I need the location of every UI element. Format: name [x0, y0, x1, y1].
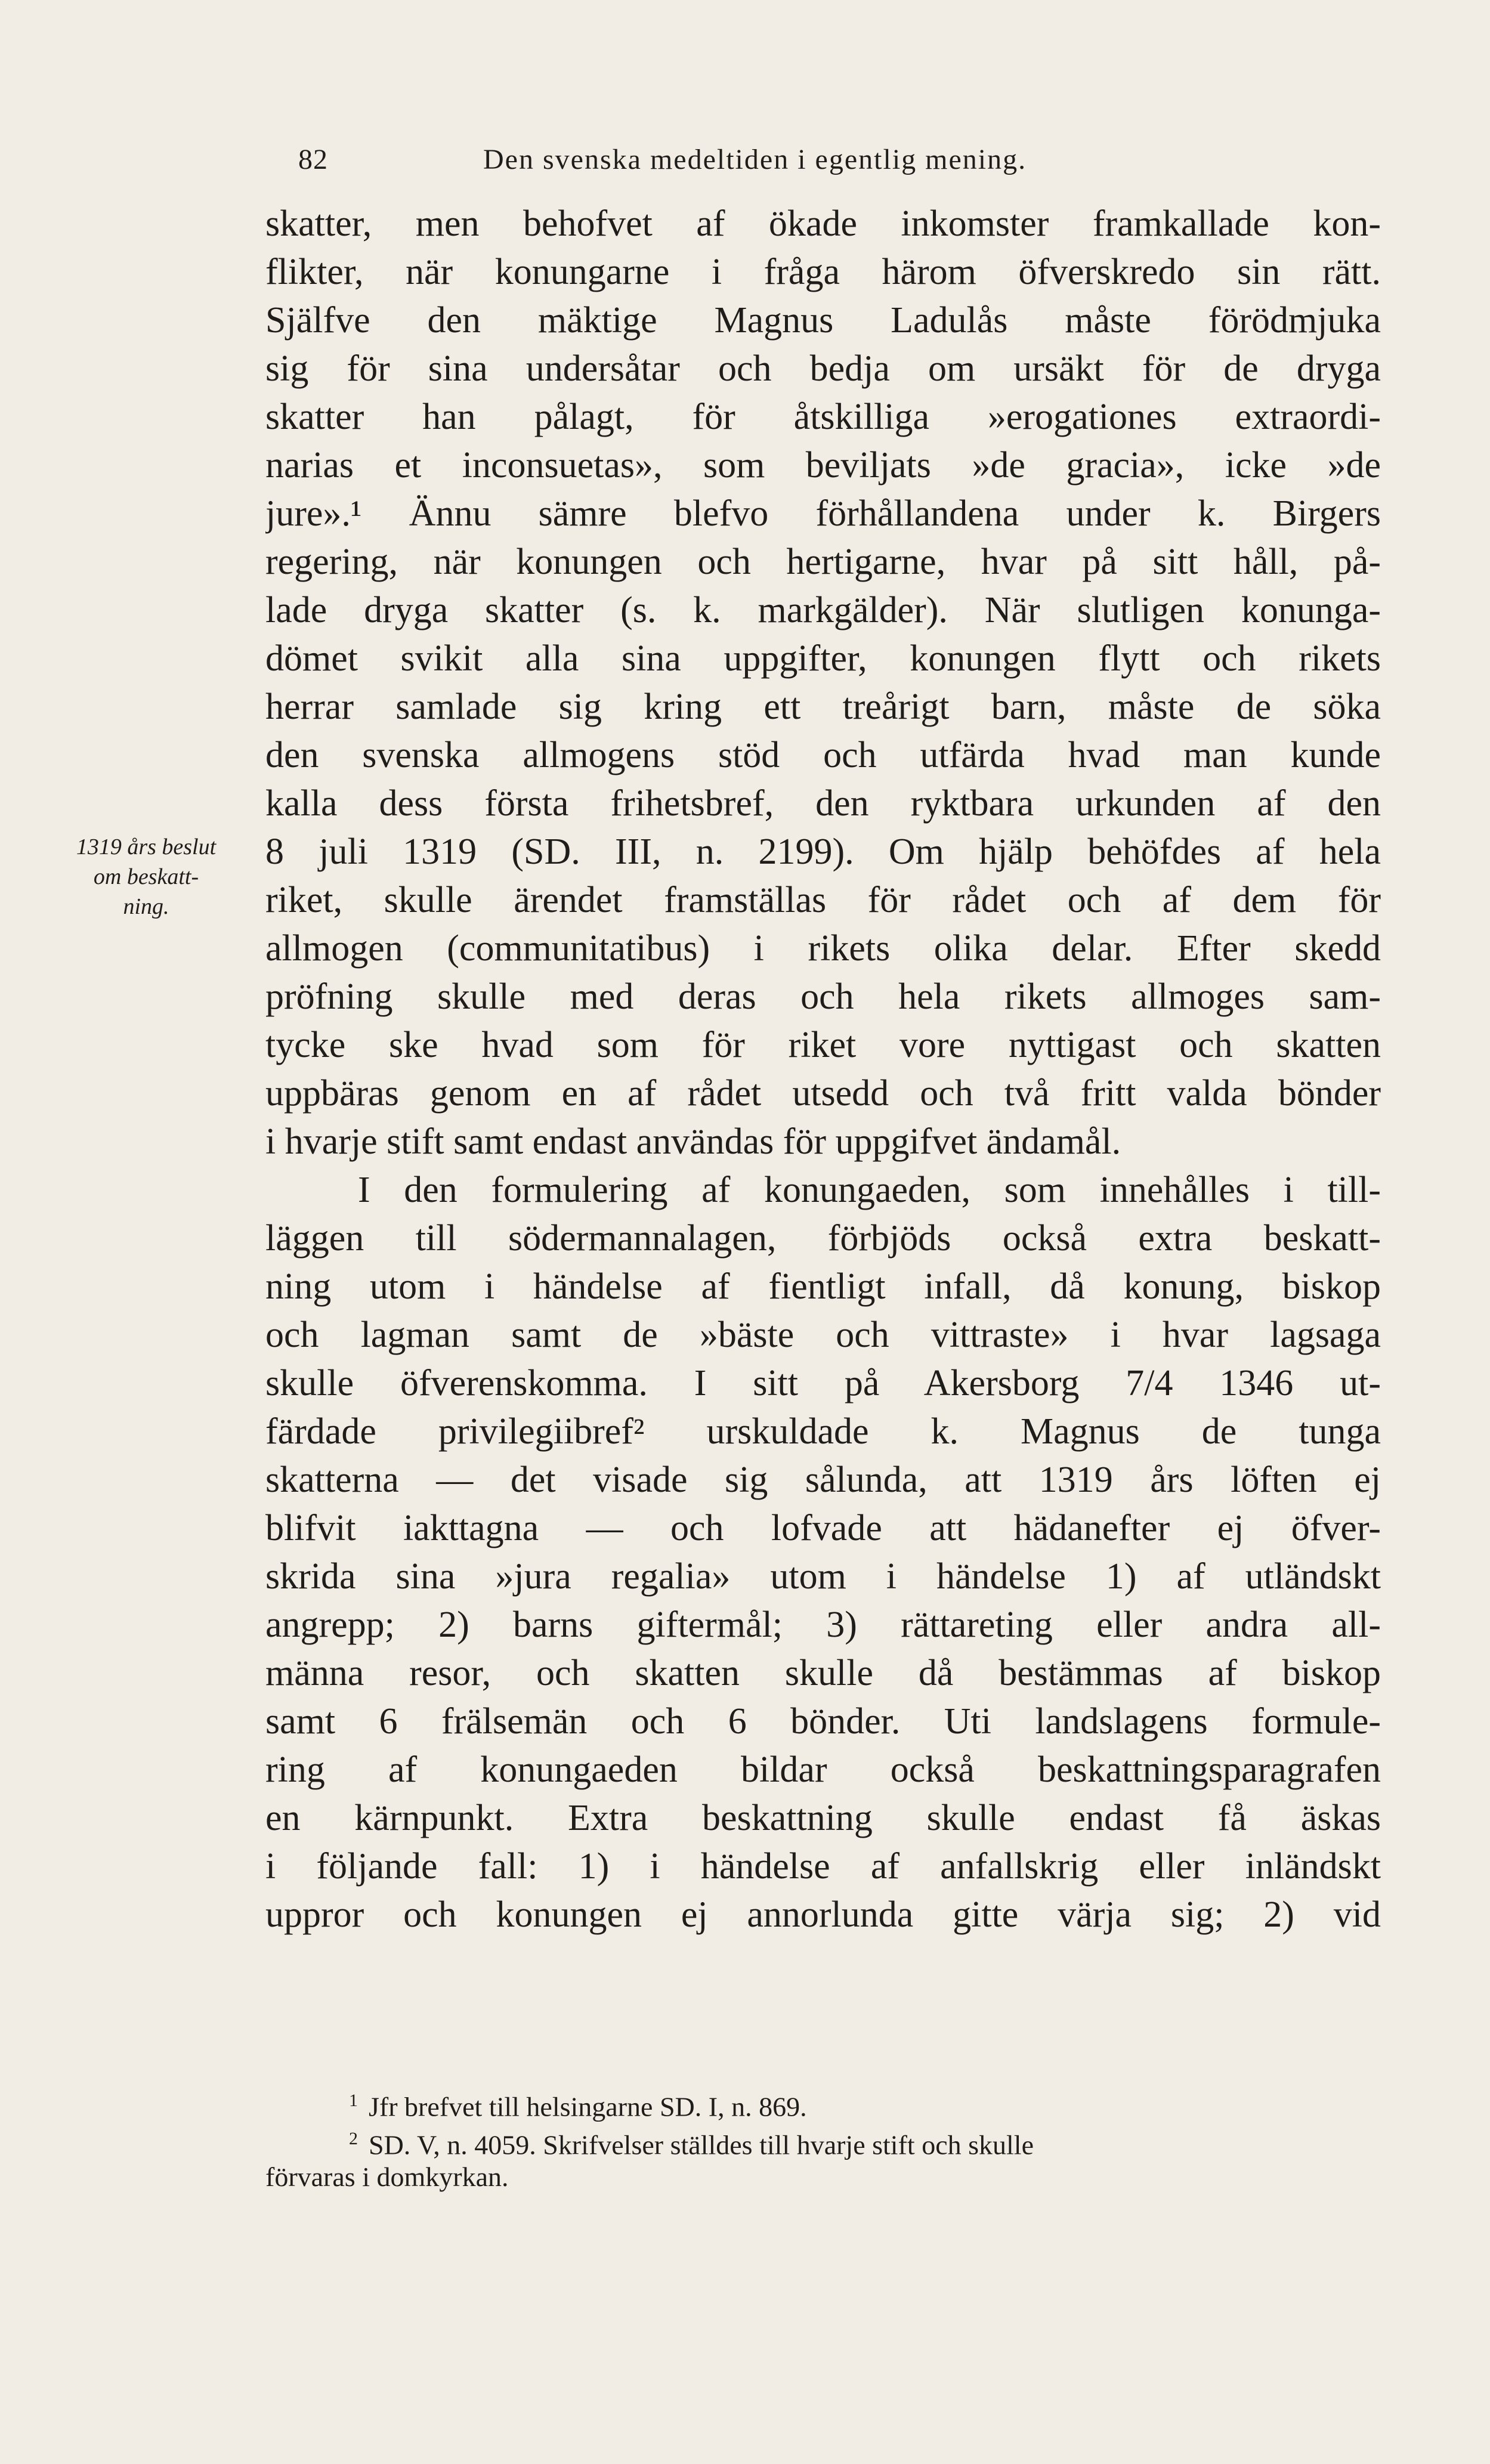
footnote-text: förvaras i domkyrkan.	[265, 2162, 509, 2192]
text-line: läggen till södermannalagen, förbjöds också extra beskatt-	[265, 1218, 1381, 1259]
margin-note-line: 1319 års beslut	[76, 834, 217, 860]
footnote-mark: 1	[349, 2091, 358, 2110]
text-line: den svenska allmogens stöd och utfärda hvad man kunde	[265, 735, 1381, 775]
text-line: lade dryga skatter (s. k. markgälder). När slutligen konunga-	[265, 590, 1381, 630]
text-line: riket, skulle ärendet framställas för rådet och af dem för	[265, 880, 1381, 920]
margin-note	[48, 832, 245, 922]
text-line: narias et inconsuetas», som beviljats »de gracia», icke »de	[265, 445, 1381, 486]
text-line: blifvit iakttagna — och lofvade att hädanefter ej öfver-	[265, 1508, 1381, 1548]
text-line: regering, när konungen och hertigarne, hvar på sitt håll, på-	[265, 542, 1381, 582]
page-header	[298, 143, 1253, 185]
text-line: skatter, men behofvet af ökade inkomster framkallade kon-	[265, 203, 1381, 244]
margin-note-line: ning.	[123, 894, 169, 919]
page-number: 82	[298, 144, 328, 175]
text-line: Själfve den mäktige Magnus Ladulås måste förödmjuka	[265, 300, 1381, 341]
footnote-continuation	[265, 2158, 1381, 2196]
text-line: färdade privilegiibref² urskuldade k. Magnus de tunga	[265, 1411, 1381, 1452]
footnote-text: Jfr brefvet till helsingarne SD. I, n. 869.	[369, 2091, 807, 2122]
footnotes	[265, 2082, 1381, 2196]
text-line: skrida sina »jura regalia» utom i händelse 1) af utländskt	[265, 1556, 1381, 1597]
text-line: pröfning skulle med deras och hela rikets allmoges sam-	[265, 976, 1381, 1017]
text-line: uppbäras genom en af rådet utsedd och två fritt valda bönder	[265, 1073, 1381, 1114]
footnote	[265, 2082, 1381, 2120]
text-line: tycke ske hvad som för riket vore nyttigast och skatten	[265, 1025, 1381, 1065]
text-line: ring af konungaeden bildar också beskattningsparagrafen	[265, 1749, 1381, 1790]
footnote-mark: 2	[349, 2129, 358, 2148]
margin-note-line: om beskatt-	[93, 864, 199, 889]
text-line: i följande fall: 1) i händelse af anfallskrig eller inländskt	[265, 1846, 1381, 1887]
text-line: skulle öfverenskomma. I sitt på Akersborg 7/4 1346 ut-	[265, 1363, 1381, 1403]
text-line: samt 6 frälsemän och 6 bönder. Uti landslagens formule-	[265, 1701, 1381, 1742]
text-line: 8 juli 1319 (SD. III, n. 2199). Om hjälp behöfdes af hela	[265, 831, 1381, 872]
footnote-text: SD. V, n. 4059. Skrifvelser ställdes till hvarje stift och skulle	[369, 2129, 1034, 2160]
text-line: jure».¹ Ännu sämre blefvo förhållandena under k. Birgers	[265, 493, 1381, 534]
text-line: flikter, när konungarne i fråga härom öfverskredo sin rätt.	[265, 252, 1381, 292]
text-line: herrar samlade sig kring ett treårigt barn, måste de söka	[265, 687, 1381, 727]
text-line: männa resor, och skatten skulle då bestämmas af biskop	[265, 1653, 1381, 1693]
body-text	[265, 200, 1381, 1939]
text-line: skatterna — det visade sig sålunda, att 1319 års löften ej	[265, 1460, 1381, 1500]
text-line: dömet svikit alla sina uppgifter, konungen flytt och rikets	[265, 638, 1381, 679]
text-line: uppror och konungen ej annorlunda gitte värja sig; 2) vid	[265, 1894, 1381, 1935]
text-line: skatter han pålagt, för åtskilliga »erogationes extraordi-	[265, 397, 1381, 437]
text-line: kalla dess första frihetsbref, den ryktbara urkunden af den	[265, 783, 1381, 824]
running-title: Den svenska medeltiden i egentlig mening.	[483, 144, 1027, 175]
text-line: angrepp; 2) barns giftermål; 3) rättareting eller andra all-	[265, 1604, 1381, 1645]
text-line: och lagman samt de »bäste och vittraste» i hvar lagsaga	[265, 1315, 1381, 1355]
text-line: ning utom i händelse af fientligt infall, då konung, biskop	[265, 1266, 1381, 1307]
footnote	[265, 2120, 1381, 2158]
text-line: i hvarje stift samt endast användas för uppgifvet ändamål.	[265, 1121, 1121, 1162]
text-line: I den formulering af konungaeden, som innehålles i till-	[358, 1170, 1381, 1210]
text-line: allmogen (communitatibus) i rikets olika delar. Efter skedd	[265, 928, 1381, 969]
text-line: sig för sina undersåtar och bedja om ursäkt för de dryga	[265, 348, 1381, 389]
text-line: en kärnpunkt. Extra beskattning skulle endast få äskas	[265, 1798, 1381, 1838]
